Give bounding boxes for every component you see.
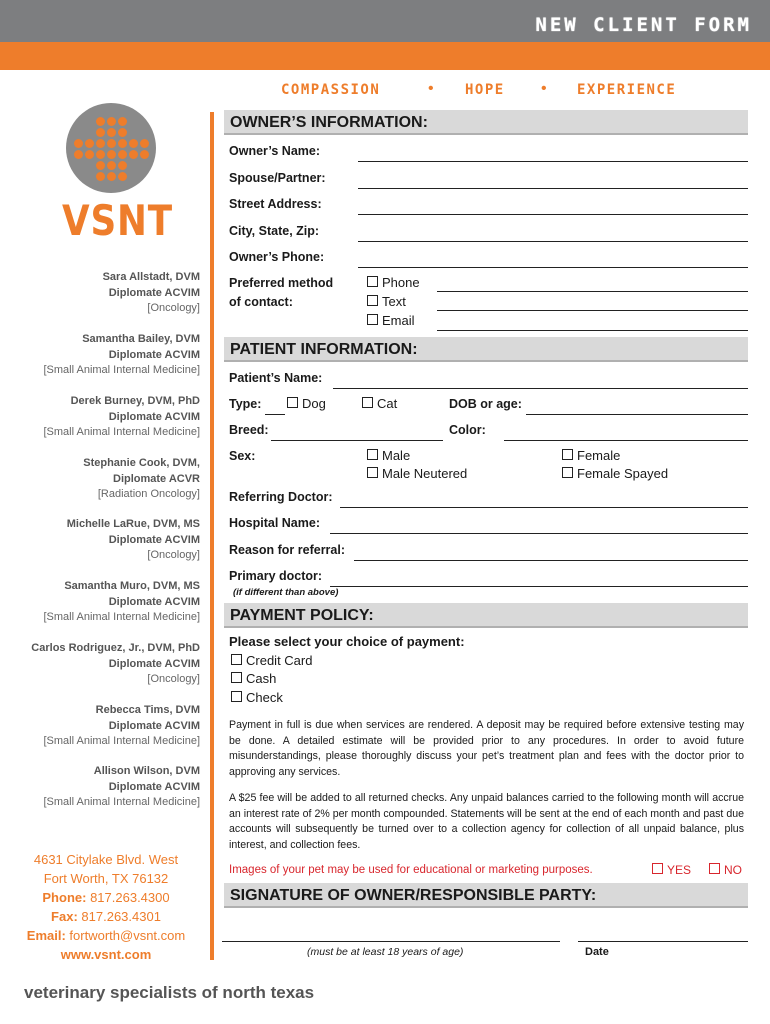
doctor-entry: Samantha Bailey, DVM Diplomate ACVIM [Small Animal Internal Medicine] xyxy=(43,333,200,376)
dob-label: DOB or age: xyxy=(449,397,522,411)
doctor-entry: Derek Burney, DVM, PhD Diplomate ACVIM [Small Animal Internal Medicine] xyxy=(43,395,200,438)
payment-cash-checkbox[interactable]: Cash xyxy=(231,671,276,686)
patient-name-field[interactable] xyxy=(333,388,748,389)
doctor-entry: Allison Wilson, DVM Diplomate ACVIM [Small Animal Internal Medicine] xyxy=(43,765,200,808)
primary-doctor-label: Primary doctor: xyxy=(229,569,323,583)
contact-email-field[interactable] xyxy=(437,330,748,331)
fax-number: 817.263.4301 xyxy=(81,909,161,924)
referring-doctor-label: Referring Doctor: xyxy=(229,490,333,504)
sex-male-checkbox[interactable]: Male xyxy=(367,448,410,463)
city-field[interactable] xyxy=(358,241,748,242)
patient-name-label: Patient’s Name: xyxy=(229,371,323,385)
reason-field[interactable] xyxy=(354,560,748,561)
dob-field[interactable] xyxy=(526,414,748,415)
tagline-separator: • xyxy=(541,80,547,97)
images-no-checkbox[interactable]: NO xyxy=(709,863,742,877)
tagline-experience: EXPERIENCE xyxy=(577,82,677,98)
payment-select-label: Please select your choice of payment: xyxy=(229,634,465,649)
contact-phone-field[interactable] xyxy=(437,291,748,292)
spouse-label: Spouse/Partner: xyxy=(229,171,326,185)
hospital-field[interactable] xyxy=(330,533,748,534)
contact-method-label: Preferred method xyxy=(229,276,334,290)
street-field[interactable] xyxy=(358,214,748,215)
reason-label: Reason for referral: xyxy=(229,543,346,557)
address-city: Fort Worth, TX 76132 xyxy=(43,871,169,886)
sex-female-checkbox[interactable]: Female xyxy=(562,448,620,463)
payment-policy-paragraph-2: A $25 fee will be added to all returned checks. Any unpaid balances carried to the following month will accrue an interest rate of 2% per month compounded. Statements will be sent at the end of each month and past due accounts will subsequently be turned over to a collection agency for collection of all unpaid balance, plus interest, and collection fees. xyxy=(229,792,744,851)
phone-label: Phone: xyxy=(42,890,87,905)
owner-phone-label: Owner’s Phone: xyxy=(229,250,325,264)
tagline-compassion: COMPASSION xyxy=(281,82,381,98)
sex-female-spayed-checkbox[interactable]: Female Spayed xyxy=(562,466,668,481)
form-title: NEW CLIENT FORM xyxy=(535,14,752,36)
logo-wordmark: VSNT xyxy=(62,196,173,245)
doctor-entry: Rebecca Tims, DVM Diplomate ACVIM [Small Animal Internal Medicine] xyxy=(43,704,200,747)
payment-check-checkbox[interactable]: Check xyxy=(231,690,283,705)
payment-credit-card-checkbox[interactable]: Credit Card xyxy=(231,653,312,668)
type-dog-checkbox[interactable]: Dog xyxy=(287,396,326,411)
referring-doctor-field[interactable] xyxy=(340,507,748,508)
contact-text-field[interactable] xyxy=(437,310,748,311)
color-label: Color: xyxy=(449,423,486,437)
owner-section-heading: OWNER’S INFORMATION: xyxy=(224,110,748,135)
street-label: Street Address: xyxy=(229,197,322,211)
vertical-divider xyxy=(210,112,214,960)
spouse-field[interactable] xyxy=(358,188,748,189)
breed-field[interactable] xyxy=(271,440,443,441)
owner-name-field[interactable] xyxy=(358,161,748,162)
doctor-entry: Stephanie Cook, DVM, Diplomate ACVR [Radiation Oncology] xyxy=(83,457,200,500)
type-label: Type: xyxy=(229,397,262,411)
address-block xyxy=(0,850,212,964)
tagline-separator: • xyxy=(428,80,434,97)
doctor-entry: Michelle LaRue, DVM, MS Diplomate ACVIM [Oncology] xyxy=(66,518,200,561)
tagline-hope: HOPE xyxy=(465,82,505,98)
contact-email-checkbox[interactable]: Email xyxy=(367,313,415,328)
owner-phone-field[interactable] xyxy=(358,267,748,268)
contact-phone-checkbox[interactable]: Phone xyxy=(367,275,420,290)
doctor-entry: Sara Allstadt, DVM Diplomate ACVIM [Oncology] xyxy=(102,271,200,314)
color-field[interactable] xyxy=(504,440,748,441)
type-cat-checkbox[interactable]: Cat xyxy=(362,396,397,411)
contact-text-checkbox[interactable]: Text xyxy=(367,294,406,309)
header-orange-bar xyxy=(0,42,770,70)
payment-section-heading: PAYMENT POLICY: xyxy=(224,603,748,628)
signature-section-heading: SIGNATURE OF OWNER/RESPONSIBLE PARTY: xyxy=(224,883,748,908)
primary-doctor-field[interactable] xyxy=(330,586,748,587)
fax-label: Fax: xyxy=(51,909,78,924)
contact-method-label: of contact: xyxy=(229,295,293,309)
sex-male-neutered-checkbox[interactable]: Male Neutered xyxy=(367,466,467,481)
primary-doctor-note: (if different than above) xyxy=(233,587,339,598)
images-yes-checkbox[interactable]: YES xyxy=(652,863,691,877)
owner-name-label: Owner’s Name: xyxy=(229,144,321,158)
email-label: Email: xyxy=(26,928,66,943)
email-link[interactable]: fortworth@vsnt.com xyxy=(69,928,186,943)
website-link[interactable]: www.vsnt.com xyxy=(60,947,152,962)
signature-date-field[interactable] xyxy=(578,941,748,942)
paw-cross-logo-icon xyxy=(66,103,156,193)
hospital-label: Hospital Name: xyxy=(229,516,320,530)
breed-label: Breed: xyxy=(229,423,269,437)
date-label: Date xyxy=(585,946,609,958)
images-consent-text: Images of your pet may be used for educational or marketing purposes. xyxy=(229,864,593,876)
footer-tagline: veterinary specialists of north texas xyxy=(24,983,315,1002)
address-street: 4631 Citylake Blvd. West xyxy=(33,852,179,867)
type-field[interactable] xyxy=(265,414,285,415)
signature-field[interactable] xyxy=(222,941,560,942)
sex-label: Sex: xyxy=(229,449,256,463)
signature-age-note: (must be at least 18 years of age) xyxy=(307,946,464,958)
doctor-entry: Carlos Rodriguez, Jr., DVM, PhD Diplomate ACVIM [Oncology] xyxy=(31,642,200,685)
patient-section-heading: PATIENT INFORMATION: xyxy=(224,337,748,362)
city-label: City, State, Zip: xyxy=(229,224,320,238)
phone-number[interactable]: 817.263.4300 xyxy=(90,890,170,905)
doctor-entry: Samantha Muro, DVM, MS Diplomate ACVIM [Small Animal Internal Medicine] xyxy=(43,580,200,623)
payment-policy-paragraph-1: Payment in full is due when services are rendered. A deposit may be required before extensive testing may be done. A detailed estimate will be provided prior to any procedures. In order to avoid future misunderstandings, please thoroughly discuss your pet’s treatment plan and fees with the doctor prior to approving any services. xyxy=(229,719,744,778)
